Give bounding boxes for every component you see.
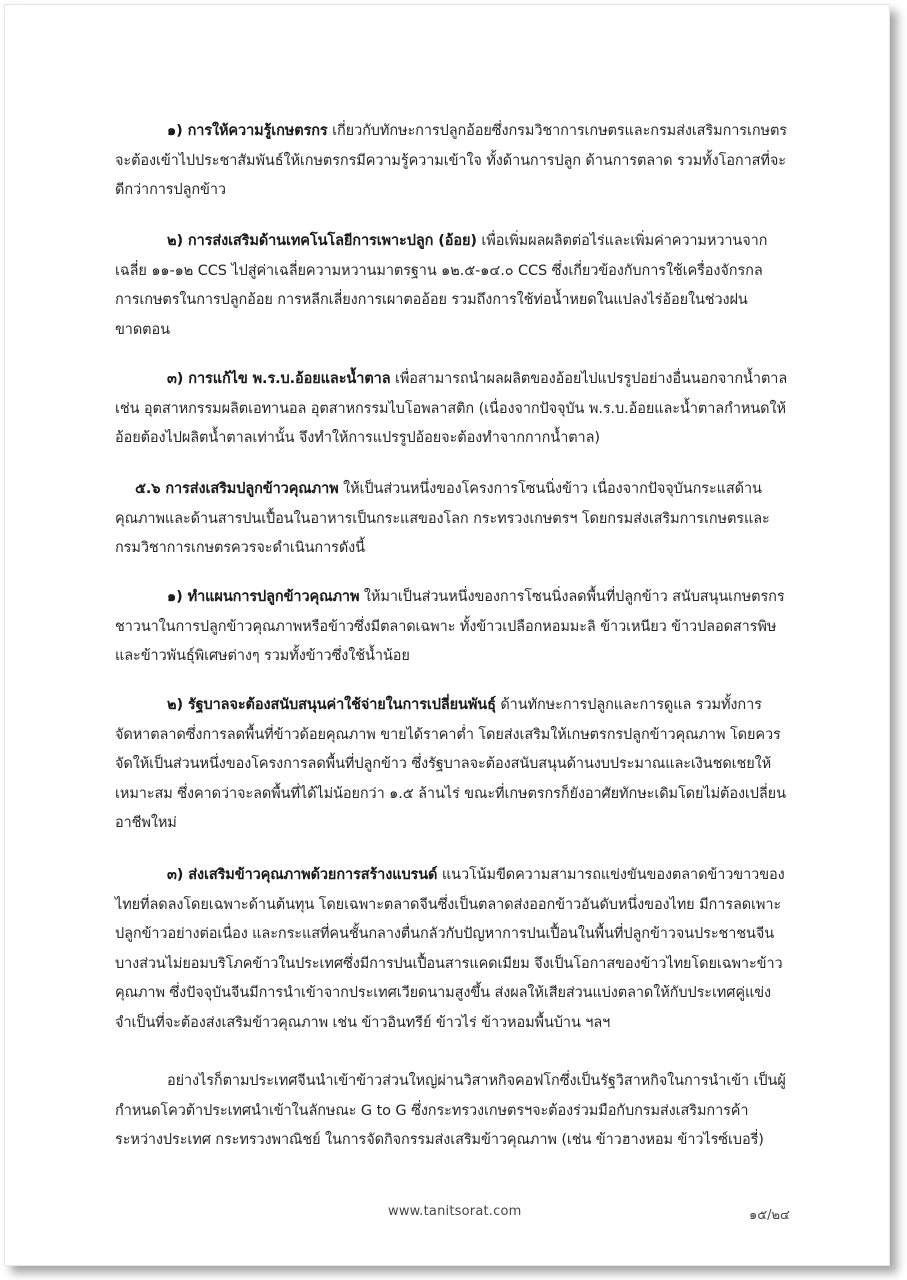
paragraph-body: เพื่อสามารถนำผลผลิตของอ้อยไปแปรรูปอย่างอื่นนอกจากน้ำตาล เช่น อุตสาหกรรมผลิตเอทานอล อุตสาหกรรมไบโอพลาสติก (เนื่องจากปัจจุบัน พ.ร.บ.อ้อยและน้ำตาลกำหนดให้อ้อยต้องไปผลิตน้ำตาลเท่านั้น จึงทำให้การแปรรูปอ้อยจะต้องทำจากกากน้ำตาล) xyxy=(115,371,788,446)
paragraph-china-import xyxy=(115,1067,795,1156)
paragraph-government-support xyxy=(115,691,795,839)
paragraph-quality-rice-plan xyxy=(115,583,795,672)
paragraph-heading: ๑) ทำแผนการปลูกข้าวคุณภาพ xyxy=(167,589,360,605)
paragraph-cultivation-technology xyxy=(115,227,795,345)
footer-website: www.tanitsorat.com xyxy=(388,1204,522,1219)
paragraph-body: เกี่ยวกับทักษะการปลูกอ้อยซึ่งกรมวิชาการเกษตรและกรมส่งเสริมการเกษตรจะต้องเข้าไปประชาสัมพันธ์ให้เกษตรกรมีความรู้ความเข้าใจ ทั้งด้านการปลูก ด้านการตลาด รวมทั้งโอกาสที่จะดีกว่าการปลูกข้าว xyxy=(115,123,787,198)
paragraph-body: อย่างไรก็ตามประเทศจีนนำเข้าข้าวส่วนใหญ่ผ่านวิสาหกิจคอฟโกซึ่งเป็นรัฐวิสาหกิจในการนำเข้า เป็นผู้กำหนดโควต้าประเทศนำเข้าในลักษณะ G to G ซึ่งกระทรวงเกษตรฯจะต้องร่วมมือกับกรมส่งเสริมการค้าระหว่างประเทศ กระทรวงพาณิชย์ ในการจัดกิจกรรมส่งเสริมข้าวคุณภาพ (เช่น ข้าวฮางหอม ข้าวไรซ์เบอรี่) xyxy=(115,1073,786,1148)
paragraph-sugar-act-amendment xyxy=(115,365,795,454)
paragraph-heading: ๕.๖ การส่งเสริมปลูกข้าวคุณภาพ xyxy=(135,481,339,497)
paragraph-heading: ๑) การให้ความรู้เกษตรกร xyxy=(167,123,328,139)
paragraph-heading: ๓) การแก้ไข พ.ร.บ.อ้อยและน้ำตาล xyxy=(167,371,391,387)
paragraph-heading: ๒) รัฐบาลจะต้องสนับสนุนค่าใช้จ่ายในการเปลี่ยนพันธุ์ xyxy=(167,697,496,713)
paragraph-body: เพื่อเพิ่มผลผลิตต่อไร่และเพิ่มค่าความหวานจากเฉลี่ย ๑๑-๑๒ CCS ไปสู่ค่าเฉลี่ยความหวานมาตรฐาน ๑๒.๕-๑๔.๐ CCS ซึ่งเกี่ยวข้องกับการใช้เครื่องจักรกลการเกษตรในการปลูกอ้อย การหลีกเลี่ยงการเผาตออ้อย รวมถึงการใช้ท่อน้ำหยดในแปลงไร่อ้อยในช่วงฝนขาดตอน xyxy=(115,233,768,338)
paragraph-rice-branding xyxy=(115,861,795,1038)
document-page xyxy=(4,4,890,1266)
paragraph-quality-rice-promotion xyxy=(115,475,795,564)
paragraph-body: ให้มาเป็นส่วนหนึ่งของการโซนนิ่งลดพื้นที่ปลูกข้าว สนับสนุนเกษตรกรชาวนาในการปลูกข้าวคุณภาพหรือข้าวซึ่งมีตลาดเฉพาะ ทั้งข้าวเปลือกหอมมะลิ ข้าวเหนียว ข้าวปลอดสารพิษ และข้าวพันธุ์พิเศษต่างๆ รวมทั้งข้าวซึ่งใช้น้ำน้อย xyxy=(115,589,785,664)
paragraph-farmer-knowledge xyxy=(115,117,795,206)
paragraph-heading: ๓) ส่งเสริมข้าวคุณภาพด้วยการสร้างแบรนด์ xyxy=(167,867,438,883)
paragraph-body: แนวโน้มขีดความสามารถแข่งขันของตลาดข้าวขาวของไทยที่ลดลงโดยเฉพาะด้านต้นทุน โดยเฉพาะตลาดจีนซึ่งเป็นตลาดส่งออกข้าวอันดับหนึ่งของไทย มีการลดเพาะปลูกข้าวอย่างต่อเนื่อง และกระแสที่คนชั้นกลางตื่นกลัวกับปัญหาการปนเปื้อนในพื้นที่ปลูกข้าวจนประชาชนจีนบางส่วนไม่ยอมบริโภคข้าวในประเทศซึ่งมีการปนเปื้อนสารแคดเมียม จึงเป็นโอกาสของข้าวไทยโดยเฉพาะข้าวคุณภาพ ซึ่งปัจจุบันจีนมีการนำเข้าจากประเทศเวียดนามสูงขึ้น ส่งผลให้เสียส่วนแบ่งตลาดให้กับประเทศคู่แข่ง จำเป็นที่จะต้องส่งเสริมข้าวคุณภาพ เช่น ข้าวอินทรีย์ ข้าวไร่ ข้าวหอมพื้นบ้าน ฯลฯ xyxy=(115,867,785,1031)
paragraph-heading: ๒) การส่งเสริมด้านเทคโนโลยีการเพาะปลูก (อ้อย) xyxy=(167,233,477,249)
paragraph-body: ให้เป็นส่วนหนึ่งของโครงการโซนนิ่งข้าว เนื่องจากปัจจุบันกระแสด้านคุณภาพและด้านสารปนเปื้อนในอาหารเป็นกระแสของโลก กระทรวงเกษตรฯ โดยกรมส่งเสริมการเกษตรและกรมวิชาการเกษตรควรจะดำเนินการดังนี้ xyxy=(115,481,770,556)
footer-page-number: ๑๕/๒๔ xyxy=(749,1208,790,1223)
paragraph-body: ด้านทักษะการปลูกและการดูแล รวมทั้งการจัดหาตลาดซึ่งการลดพื้นที่ข้าวด้อยคุณภาพ ขายได้ราคาต่ำ โดยส่งเสริมให้เกษตรกรปลูกข้าวคุณภาพ โดยควรจัดให้เป็นส่วนหนึ่งของโครงการลดพื้นที่ปลูกข้าว ซึ่งรัฐบาลจะต้องสนับสนุนด้านงบประมาณและเงินชดเชยให้เหมาะสม ซึ่งคาดว่าจะลดพื้นที่ได้ไม่น้อยกว่า ๑.๕ ล้านไร่ ขณะที่เกษตรกรก็ยังอาศัยทักษะเดิมโดยไม่ต้องเปลี่ยนอาชีพใหม่ xyxy=(115,697,786,831)
